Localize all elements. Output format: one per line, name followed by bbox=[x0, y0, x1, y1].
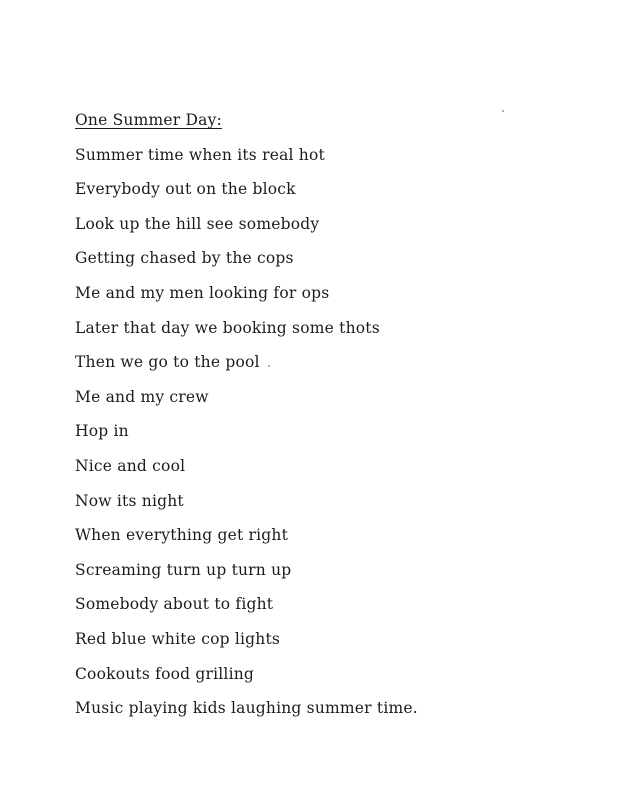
poem-line: Summer time when its real hot bbox=[75, 145, 325, 164]
poem-line: Me and my men looking for ops bbox=[75, 283, 330, 302]
poem-line: Screaming turn up turn up bbox=[75, 560, 292, 579]
poem-line: Now its night bbox=[75, 491, 184, 510]
poem-line: Somebody about to fight bbox=[75, 595, 274, 614]
poem-line: Everybody out on the block bbox=[75, 180, 296, 199]
poem-lines bbox=[75, 141, 605, 729]
poem-line: Red blue white cop lights bbox=[75, 629, 281, 648]
poem-line: Later that day we booking some thots bbox=[75, 318, 380, 337]
poem-line: Music playing kids laughing summer time. bbox=[75, 699, 418, 718]
poem-line: Cookouts food grilling bbox=[75, 664, 255, 683]
poem-line: When everything get right bbox=[75, 526, 289, 545]
poem-line: Me and my crew bbox=[75, 387, 209, 406]
poem-line: Look up the hill see somebody bbox=[75, 214, 320, 233]
poem-line: Then we go to the pool bbox=[75, 353, 260, 372]
poem-line: Nice and cool bbox=[75, 456, 186, 475]
poem-title: One Summer Day: bbox=[75, 111, 222, 129]
poem-line: Getting chased by the cops bbox=[75, 249, 294, 268]
poem bbox=[75, 106, 605, 729]
poem-line: Hop in bbox=[75, 422, 129, 441]
